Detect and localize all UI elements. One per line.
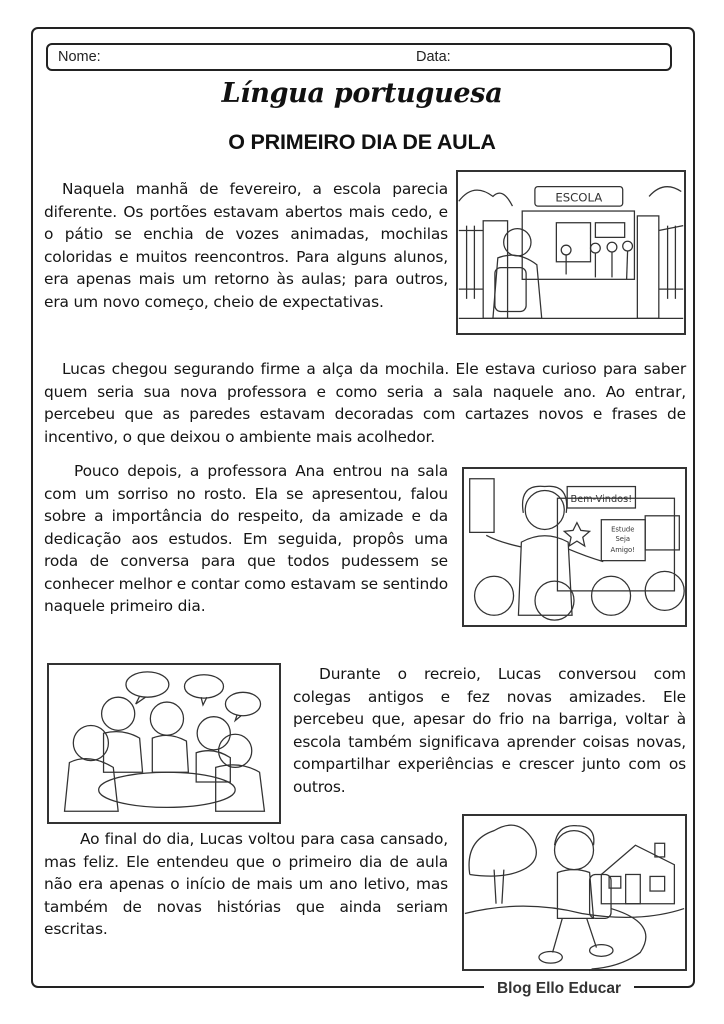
svg-text:Seja: Seja [615,535,631,544]
paragraph-5-text: Ao final do dia, Lucas voltou para casa cansado, mas feliz. Ele entendeu que o primeiro dia de aula não era apenas o início de mais um ano letivo, mas também de novas histórias que ainda seriam escritas. [44,830,448,938]
paragraph-2-text: Lucas chegou segurando firme a alça da mochila. Ele estava curioso para saber quem seria sua nova professora e como seria a sala naquele ano. Ao entrar, percebeu que as paredes estavam decoradas com cartazes novos e frases de incentivo, o que deixou o ambiente mais acolhedor. [44,360,686,446]
circle-talk-drawing [49,665,279,822]
svg-text:Amigo!: Amigo! [610,545,635,554]
paragraph-2 [44,358,686,448]
story-title: O PRIMEIRO DIA DE AULA [228,130,496,154]
illustration-classroom [462,467,687,627]
svg-text:ESCOLA: ESCOLA [555,190,603,205]
illustration-circle-talk [47,663,281,824]
subject-heading: Língua portuguesa [221,78,503,109]
walking-home-drawing [464,816,685,969]
paragraph-5 [44,828,448,941]
svg-text:Bem-Vindos!: Bem-Vindos! [570,494,633,506]
illustration-school-gate [456,170,686,335]
name-date-box [46,43,672,71]
paragraph-1 [44,178,448,313]
school-gate-drawing [458,172,684,333]
paragraph-3-text: Pouco depois, a professora Ana entrou na sala com um sorriso no rosto. Ela se apresentou, falou sobre a importância do respeito, da amizade e da dedicação aos estudos. Em seguida, propôs uma roda de conversa para que todos pudessem se conhecer melhor e contar como estavam se sentindo naquele primeiro dia. [44,462,448,615]
paragraph-4 [293,663,686,798]
footer-brand: Blog Ello Educar [484,977,634,1001]
classroom-drawing [464,469,685,625]
paragraph-3 [44,460,448,618]
date-label: Data: [416,49,451,65]
svg-text:Estude: Estude [611,525,635,534]
paragraph-4-text: Durante o recreio, Lucas conversou com colegas antigos e fez novas amizades. Ele percebeu que, apesar do frio na barriga, voltar à escola também significava aprender coisas novas, compartilhar experiências e crescer junto com os outros. [293,665,686,796]
name-label: Nome: [58,49,101,65]
illustration-walking-home [462,814,687,971]
paragraph-1-text: Naquela manhã de fevereiro, a escola parecia diferente. Os portões estavam abertos mais cedo, e o pátio se enchia de vozes animadas, mochilas coloridas e muitos reencontros. Para alguns alunos, era apenas mais um retorno às aulas; para outros, era um novo começo, cheio de expectativas. [44,180,448,311]
